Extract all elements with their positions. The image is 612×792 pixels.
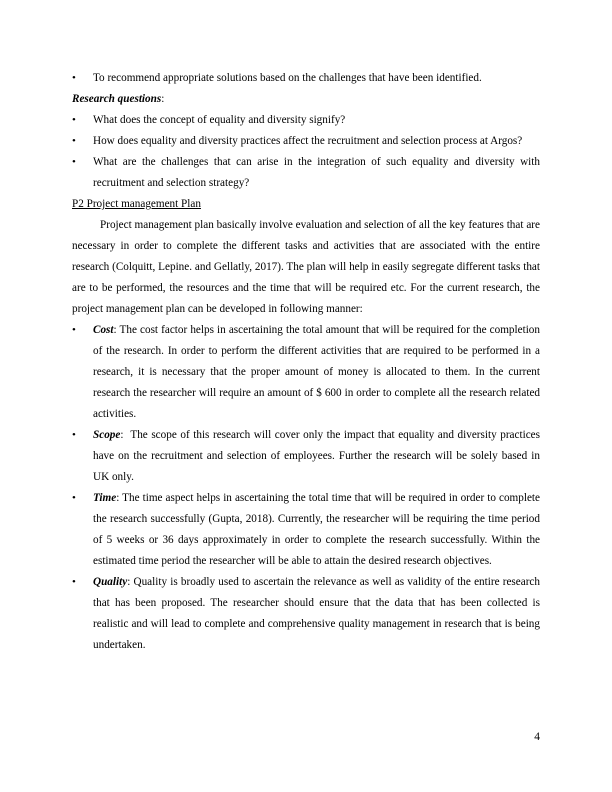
plan-term: Scope <box>93 429 121 441</box>
bullet-icon: • <box>72 492 76 504</box>
plan-item-quality <box>72 572 540 656</box>
research-question-text: What are the challenges that can arise in the integration of such equality and diversity with recruitment and selection strategy? <box>93 156 540 189</box>
plan-description: : Quality is broadly used to ascertain the relevance as well as validity of the entire research that has been proposed. The researcher should ensure that the data that has been collected is realistic and will lead to complete and comprehensive quality management in research that is being undertaken. <box>93 576 540 651</box>
bullet-icon: • <box>72 429 76 441</box>
research-questions-heading <box>72 89 540 110</box>
research-questions-colon: : <box>161 93 165 105</box>
plan-term: Cost <box>93 324 114 336</box>
page-body <box>72 68 543 656</box>
bullet-icon: • <box>72 72 76 84</box>
research-questions-label: Research questions <box>72 93 162 105</box>
plan-term: Time <box>93 492 117 504</box>
bullet-icon: • <box>72 324 76 336</box>
bullet-icon: • <box>72 135 76 147</box>
bullet-icon: • <box>72 576 76 588</box>
plan-description: : The cost factor helps in ascertaining the total amount that will be required for the completion of the research. In order to perform the different activities that are required to be performed in a research, it is necessary that the proper amount of money is allocated to them. In the current research the researcher will require an amount of $ 600 in order to complete all the research related activities. <box>93 324 540 420</box>
plan-item-cost <box>72 320 540 425</box>
section-intro-paragraph: Project management plan basically involve evaluation and selection of all the key features that are necessary in order to complete the different tasks and activities that are associated with the entire research (Colquitt, Lepine. and Gellatly, 2017). The plan will help in easily segregate different tasks that are to be performed, the resources and the time that will be required etc. For the current research, the project management plan can be developed in following manner: <box>72 219 540 315</box>
research-question-item <box>72 131 540 152</box>
section-title: P2 Project management Plan <box>72 198 201 210</box>
bullet-icon: • <box>72 156 76 168</box>
plan-term: Quality <box>93 576 128 588</box>
objective-bullet <box>72 68 540 89</box>
research-question-text: What does the concept of equality and diversity signify? <box>93 114 346 126</box>
objective-text: To recommend appropriate solutions based on the challenges that have been identified. <box>93 72 482 84</box>
plan-item-time <box>72 488 540 572</box>
bullet-icon: • <box>72 114 76 126</box>
plan-item-scope <box>72 425 543 488</box>
research-question-item <box>72 110 540 131</box>
research-question-text: How does equality and diversity practices affect the recruitment and selection process at Argos? <box>93 135 523 147</box>
page-number: 4 <box>534 731 540 743</box>
research-question-item <box>72 152 540 194</box>
plan-description: : The time aspect helps in ascertaining the total time that will be required in order to complete the research successfully (Gupta, 2018). Currently, the researcher will be requiring the time period of 5 weeks or 36 days approximately in order to complete the research successfully. Within the estimated time period the researcher will be able to attain the desired research objectives. <box>93 492 540 567</box>
plan-description: : The scope of this research will cover only the impact that equality and diversity practices have on the recruitment and selection of employees. Further the research will be solely based in UK only. <box>93 429 543 483</box>
